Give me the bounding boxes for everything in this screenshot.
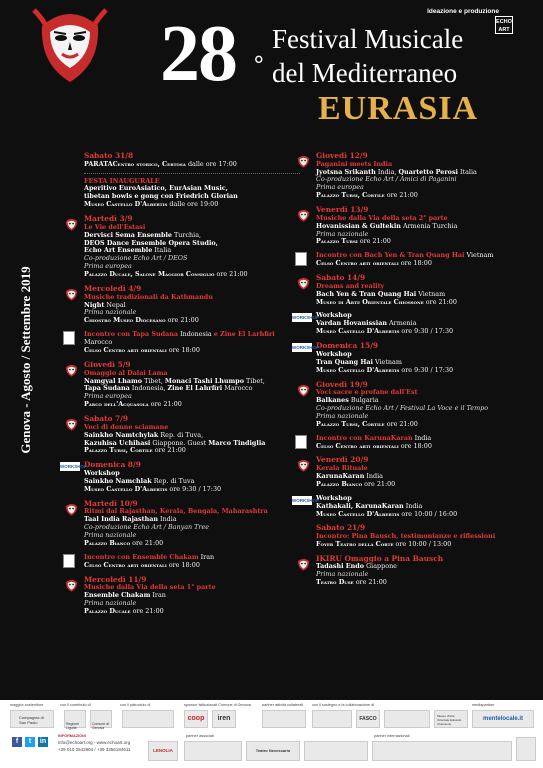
edition-number: 28 (160, 10, 236, 98)
event-right-3 (292, 274, 542, 306)
event-text: Marocco (222, 384, 253, 393)
event-text: Marocco (84, 338, 113, 347)
program-right-column (292, 152, 542, 593)
contact-email[interactable]: info@echoart.org (58, 740, 93, 745)
event-text: Rep. di Tuva (151, 476, 195, 485)
event-right-6 (292, 381, 542, 429)
event-performer: Ensemble Chakam (84, 591, 151, 600)
event-text: Vietnam (372, 357, 402, 366)
event-body (316, 563, 542, 587)
event-text: ore 18:00 (166, 560, 200, 569)
event-performer: Marco Tindiglia (208, 438, 266, 447)
event-performer: tibetan bowls e gong con Friedrich Glorian (84, 192, 238, 201)
workshop-badge-icon: WORKSHOP (60, 464, 87, 470)
event-text: ore 21:00 (384, 191, 418, 200)
echo-art-logo: ECHO ART (495, 16, 513, 34)
event-text: Iran (150, 591, 166, 600)
event-text: Tibet, (142, 376, 165, 385)
event-venue: Museo Castello D'Albertis (84, 200, 168, 209)
event-text: ore 21:00 (152, 446, 186, 455)
event-highlight: Incontro con KarunaKaran (316, 433, 413, 442)
event-body (84, 554, 300, 570)
event-date: Sabato 31/8 (84, 151, 134, 160)
event-venue: Chiostro Museo Diocesano (84, 316, 166, 325)
event-performer: Workshop (316, 493, 352, 502)
event-performer: Aperitivo EuroAsiatico, EurAsian Music, (84, 184, 228, 193)
logo-partner-extra (516, 737, 536, 761)
event-title: Dreams and reality (316, 281, 385, 290)
logo-lenolia (148, 741, 178, 761)
logo-regione-text: Regione Liguria (66, 722, 80, 730)
event-title: Musiche dalla Via della seta 2° parte (316, 213, 448, 222)
event-highlight: Incontro con Bach Yen & Tran Quang Hai (316, 251, 465, 260)
label-sostegno: con il sostegno e la collaborazione di (312, 703, 375, 707)
event-date: Sabato 21/9 (316, 523, 366, 533)
linkedin-icon[interactable]: in (39, 738, 47, 745)
event-date: Sabato 14/9 (316, 273, 366, 283)
label-internazionali: partner internazionali (374, 734, 410, 738)
event-venue: Palazzo Tursi, Cortile (316, 419, 385, 428)
event-date: Giovedì 5/9 (84, 360, 131, 369)
event-left-0 (60, 152, 300, 209)
event-performer: Bach Yen & Tran Quang Hai (316, 289, 417, 298)
event-text: Nepal (104, 300, 126, 309)
event-venue: Museo di Arte Orientale Chiossone (316, 297, 424, 306)
title-mediterraneo: del Mediterraneo (272, 58, 458, 88)
event-body (316, 291, 542, 307)
workshop-badge-icon: WORKSHOP (292, 315, 319, 321)
title-festival: Festival Musicale (272, 24, 464, 54)
event-body (316, 351, 542, 375)
event-left-8 (60, 554, 300, 570)
event-mask-icon (296, 382, 311, 398)
event-mask-icon (64, 577, 79, 593)
event-note: Prima nazionale (316, 411, 369, 420)
event-venue: Palazzo Tursi (316, 237, 358, 246)
label-contributo: con il contributo di (60, 703, 91, 707)
speaker-photo-icon (63, 331, 75, 345)
event-body (316, 223, 542, 247)
event-title: Paganini meets India (316, 159, 393, 168)
event-note: Co-produzione Echo Art / Festival La Voce e il Tempo (316, 403, 489, 412)
workshop-badge-icon: WORKSHOP (292, 345, 319, 351)
logo-lenolia-text: LENOLIA (153, 748, 173, 753)
label-sostenitore: maggior sostenitore (10, 703, 44, 707)
event-performer: Kathakali, KarunaKaran (316, 501, 404, 510)
event-body (316, 397, 542, 429)
logo-museo-text: Museo d'Arte Orientale Edoardo Chiossone (437, 714, 462, 726)
event-text: Iran (198, 552, 215, 561)
event-venue: Museo Castello D'Albertis (84, 484, 168, 493)
logo-fasco (356, 710, 380, 728)
event-note: Prima nazionale (316, 229, 369, 238)
kathakali-mask-icon (28, 4, 112, 84)
event-body (316, 252, 542, 268)
event-venue: Palazzo Bianco (316, 479, 363, 488)
side-dates (16, 150, 36, 570)
event-right-8 (292, 456, 542, 488)
event-note: Prima europea (84, 392, 132, 401)
event-title: Incontro: Pina Bausch, testimonianze e riflessioni (316, 532, 496, 541)
event-note: Co-produzione Echo Art / Amici di Paganini (316, 175, 457, 184)
event-mask-icon (64, 216, 79, 232)
event-left-3 (60, 331, 300, 355)
event-performer: Sainkho Namtchylak (84, 430, 159, 439)
label-media: mediapartner (472, 703, 495, 707)
event-date: IKIRU Omaggio a Pina Bausch (316, 553, 444, 563)
event-body (84, 432, 300, 456)
label-associati: partner associati (186, 734, 214, 738)
event-performer: Night (84, 300, 105, 309)
event-performer: Vardan Hovanissian (316, 319, 387, 328)
event-text: India (158, 515, 177, 524)
event-note: Prima europea (84, 262, 132, 271)
event-performer: Balkanes (316, 396, 349, 404)
event-right-7 (292, 435, 542, 451)
facebook-icon[interactable]: f (12, 737, 22, 747)
event-text: Armenia Turchia (400, 221, 458, 230)
logo-sostegno-group-2 (384, 710, 430, 728)
event-note: Prima nazionale (84, 308, 137, 317)
event-date: Mercoledì 11/9 (84, 574, 147, 584)
event-mask-icon (64, 501, 79, 517)
logo-comune (90, 710, 112, 728)
logo-museo-orientale (434, 710, 468, 728)
event-body (316, 435, 542, 451)
workshop-badge-icon: WORKSHOP (292, 497, 319, 503)
event-performer: Dervisci Sema Ensemble (84, 230, 172, 239)
event-mask-icon (64, 362, 79, 378)
event-text: Giappone. Guest (150, 438, 209, 447)
event-text: Turchia, (171, 230, 202, 239)
event-title: Omaggio al Dalai Lama (84, 368, 168, 377)
event-title: Voci di donne sciamane (84, 422, 169, 431)
logo-compagnia-text: Compagnia di San Paolo (19, 715, 44, 725)
event-text: Tibet, (244, 376, 265, 385)
event-note: Co-produzione Echo Art / Banyan Tree (84, 523, 210, 532)
event-venue: Celso Centro arti orientali (316, 259, 399, 268)
event-performer: Echo Art Ensemble (84, 246, 153, 255)
event-text: ore 18:00 (398, 259, 432, 268)
event-text: Italia (457, 167, 477, 176)
event-text: Indonesia, (129, 384, 168, 393)
event-venue: Palazzo Tursi, Cortile (316, 191, 385, 200)
event-date: Giovedì 19/9 (316, 379, 368, 389)
event-body (84, 516, 300, 548)
event-date: Domenica 8/9 (84, 460, 141, 470)
logo-associati-group-2 (304, 741, 368, 761)
label-patrocinio: con il patrocinio di (120, 703, 151, 707)
event-note: Prima nazionale (316, 570, 369, 579)
event-mask-icon (296, 153, 311, 169)
event-text: Giappone (364, 562, 397, 571)
event-right-11 (292, 555, 542, 587)
label-partner: partner attività collaterali (262, 703, 304, 707)
logo-iren (212, 710, 236, 728)
side-dates-text: Genova - Agosto / Settembre 2019 (18, 266, 33, 454)
event-text: ore 21:00 (423, 297, 457, 306)
twitter-icon[interactable]: t (25, 737, 35, 747)
event-date: Venerdì 13/9 (316, 205, 369, 215)
event-body (316, 473, 542, 489)
event-text: ore 10:00 / 13:00 (393, 539, 452, 548)
event-performer: KarunaKaran (316, 471, 365, 480)
event-date: Giovedì 12/9 (316, 151, 368, 160)
event-mask-icon (296, 457, 311, 473)
speaker-photo-icon (63, 554, 75, 568)
event-text: Vietnam (416, 289, 446, 298)
event-mask-icon (296, 275, 311, 291)
event-performer: Namgyal Lhamo (84, 376, 143, 385)
logo-sostegno-group (312, 710, 352, 728)
event-venue: Museo Castello D'Albertis (316, 365, 400, 374)
event-venue: Teatro Duse (316, 578, 354, 587)
event-text: ore 21:00 (214, 270, 248, 279)
event-date: Sabato 7/9 (84, 414, 128, 424)
event-left-9 (60, 576, 300, 616)
event-mask-icon (296, 556, 311, 572)
event-date: Mercoledì 4/9 (84, 284, 142, 294)
logo-mentelocale-text: mentelocale.it (482, 716, 523, 722)
event-date: Venerdì 20/9 (316, 455, 369, 465)
event-venue: Palazzo Bianco (84, 538, 131, 547)
event-venue: Palazzo Ducale, Salone Maggior Consiglio (84, 270, 215, 279)
event-performer: Jyotsna Srikanth (316, 167, 376, 176)
event-performer: Tadashi Endo (316, 562, 365, 571)
event-text: ore 21:00 (130, 538, 164, 547)
event-mask-icon (296, 207, 311, 223)
event-text: India (412, 433, 432, 442)
event-venue: Foyer Teatro della Corte (316, 539, 394, 548)
edition-degree: ° (254, 52, 264, 78)
event-body (84, 378, 300, 410)
logo-comune-text: Comune di Genova (92, 722, 109, 730)
event-body (316, 495, 542, 519)
logo-patrocinio-group (122, 710, 174, 728)
program-left-column (60, 152, 300, 622)
event-note: Co-produzione Echo Art / DEOS (84, 254, 188, 263)
event-body (84, 592, 300, 616)
contact-phone: +39 010 2542804 / +39 3356184611 (58, 747, 131, 752)
speaker-photo-icon (295, 252, 307, 266)
event-text: ore 21:00 (165, 316, 199, 325)
logo-associati-group (184, 741, 242, 761)
label-info: INFORMAZIONI (58, 734, 86, 738)
event-text: dalle ore 19:00 (167, 200, 219, 209)
event-performer: Workshop (84, 468, 120, 477)
event-venue: Parco dell'Acquasola (84, 400, 149, 409)
event-performer: DEOS Dance Ensemble Opera Studio, (84, 238, 218, 247)
event-note: Prima nazionale (84, 530, 137, 539)
event-performer: Sainkho Namchlak (84, 476, 152, 485)
event-date: Martedì 10/9 (84, 498, 138, 508)
event-body (316, 169, 542, 201)
event-performer: Monaci Tashi Lhumpo (164, 376, 245, 385)
event-text: Bulgaria (348, 396, 379, 404)
logo-mentelocale (472, 710, 534, 728)
event-text: Indonesia (178, 330, 214, 339)
event-right-5 (292, 342, 542, 374)
event-text: India (364, 471, 383, 480)
event-title: Musiche tradizionali da Kathmandu (84, 292, 213, 301)
event-performer: Tapa Sudana (84, 384, 130, 393)
event-text: ore 21:00 (357, 237, 391, 246)
event-venue: Celso Centro arti orientali (84, 346, 167, 355)
event-text: ore 21:00 (384, 419, 418, 428)
logo-teatro-text: Teatro Necessario (255, 748, 291, 753)
event-text: ore 18:00 (166, 346, 200, 355)
event-venue: Palazzo Ducale (84, 606, 131, 615)
event-text: ore 9:30 / 17:30 (399, 327, 454, 336)
event-title: Le Vie dell'Estasi (84, 222, 146, 231)
event-performer: PARATA (84, 159, 113, 168)
event-text: ore 21:00 (130, 606, 164, 615)
event-highlight: FESTA INAUGURALE (84, 176, 160, 185)
event-title: Voci sacre e profane dall'Est (316, 388, 418, 397)
event-performer: Taal India Rajasthan (84, 515, 159, 524)
event-highlight: Incontro con Ensemble Chakam (84, 552, 199, 561)
logo-fasco-text: FASCO (359, 716, 377, 722)
event-text: dalle ore 17:00 (185, 159, 237, 168)
event-note: Prima europea (316, 183, 364, 192)
event-date: Domenica 15/9 (316, 341, 379, 351)
event-right-1 (292, 206, 542, 246)
event-text: Italia (152, 246, 172, 255)
event-performer: Workshop (316, 349, 352, 358)
event-text: Armenia (387, 319, 417, 328)
divider (84, 173, 300, 174)
event-right-0 (292, 152, 542, 200)
event-venue: Centro storico, Certosa (112, 159, 186, 168)
event-body (316, 312, 542, 336)
event-text: ore 18:00 (398, 441, 432, 450)
event-body (84, 331, 300, 355)
event-performer: Zine El Lahrfiri (167, 384, 223, 393)
event-text: ore 10:00 / 16:00 (399, 509, 458, 518)
logo-partner-group (262, 710, 306, 728)
event-text: ore 9:30 / 17:30 (167, 484, 222, 493)
logo-internazionali-group (372, 741, 512, 761)
event-left-7 (60, 500, 300, 548)
event-body (84, 232, 300, 279)
event-body (84, 470, 300, 494)
event-text: ore 21:00 (362, 479, 396, 488)
event-title: Kerala Rituale (316, 464, 368, 473)
event-text: ore 21:00 (148, 400, 182, 409)
event-right-10 (292, 524, 542, 548)
event-text: India, (375, 167, 399, 176)
event-left-4 (60, 361, 300, 409)
event-venue: Palazzo Tursi, Cortile (84, 446, 153, 455)
logo-teatro-necessario (246, 741, 300, 761)
event-left-1 (60, 215, 300, 279)
event-title: Musiche dalla Via della seta 1° parte (84, 583, 216, 592)
event-text: ore 21:00 (353, 578, 387, 587)
event-right-9 (292, 495, 542, 519)
speaker-photo-icon (295, 435, 307, 449)
logo-compagnia (10, 710, 54, 728)
event-highlight: Incontro con Tapa Sudana (84, 330, 179, 339)
event-text: Vietnam (464, 251, 494, 260)
production-label: Ideazione e produzione (427, 8, 499, 15)
event-left-5 (60, 415, 300, 455)
event-text: India (403, 501, 423, 510)
logo-coop-text: coop (187, 715, 205, 722)
event-body (84, 302, 300, 326)
event-left-6 (60, 461, 300, 493)
event-left-2 (60, 285, 300, 325)
title-eurasia: EURASIA (318, 90, 479, 127)
logo-iren-text: iren (217, 715, 231, 722)
event-date: Martedì 3/9 (84, 214, 133, 224)
event-performer: Workshop (316, 311, 352, 320)
event-right-4 (292, 312, 542, 336)
contact-web[interactable]: www.echoart.org (96, 740, 131, 745)
logo-coop (184, 710, 208, 728)
event-body (84, 161, 300, 210)
event-performer: Kazuhisa Uchihasi (84, 438, 151, 447)
event-venue: Celso Centro arti orientali (84, 560, 167, 569)
event-text: ore 9:30 / 17:30 (399, 365, 454, 374)
event-mask-icon (64, 286, 79, 302)
event-venue: Museo Castello D'Albertis (316, 327, 400, 336)
event-note: Prima nazionale (84, 599, 137, 607)
event-title: Ritmi dal Rajasthan, Kerala, Bengala, Maharashtra (84, 507, 268, 516)
event-performer: Tran Quang Hai (316, 357, 373, 366)
event-body (316, 541, 542, 549)
event-highlight: e Zine El Larhfiri (213, 330, 275, 339)
event-performer: Hovanissian & Gultekin (316, 221, 401, 230)
event-performer: Quartetto Perosi (398, 167, 458, 176)
event-mask-icon (64, 416, 79, 432)
sponsor-footer: maggior sostenitore con il contributo di con il patrocinio di sponsor istituzionali Comune di Genova partner attività collaterali con il sostegno e la collaborazione di mediapartner Compagnia di San Paolo Regione Liguria Comune di Genova coop iren FASCO Museo d'Arte Orientale Edoardo Chiossone mentelocale.it f t in INFORMAZIONI info@echoart.org - www.echoart.org +39 010 2542804 / +39 3356184611 partner associati LENOLIA Teatro Necessario partner internazionali (0, 700, 543, 768)
event-text: Rep. di Tuva, (158, 430, 204, 439)
event-venue: Celso Centro arti orientali (316, 441, 399, 450)
logo-regione (64, 710, 86, 728)
event-venue: Museo Castello D'Albertis (316, 509, 400, 518)
label-sponsor: sponsor istituzionali Comune di Genova (184, 703, 251, 707)
event-right-2 (292, 252, 542, 268)
